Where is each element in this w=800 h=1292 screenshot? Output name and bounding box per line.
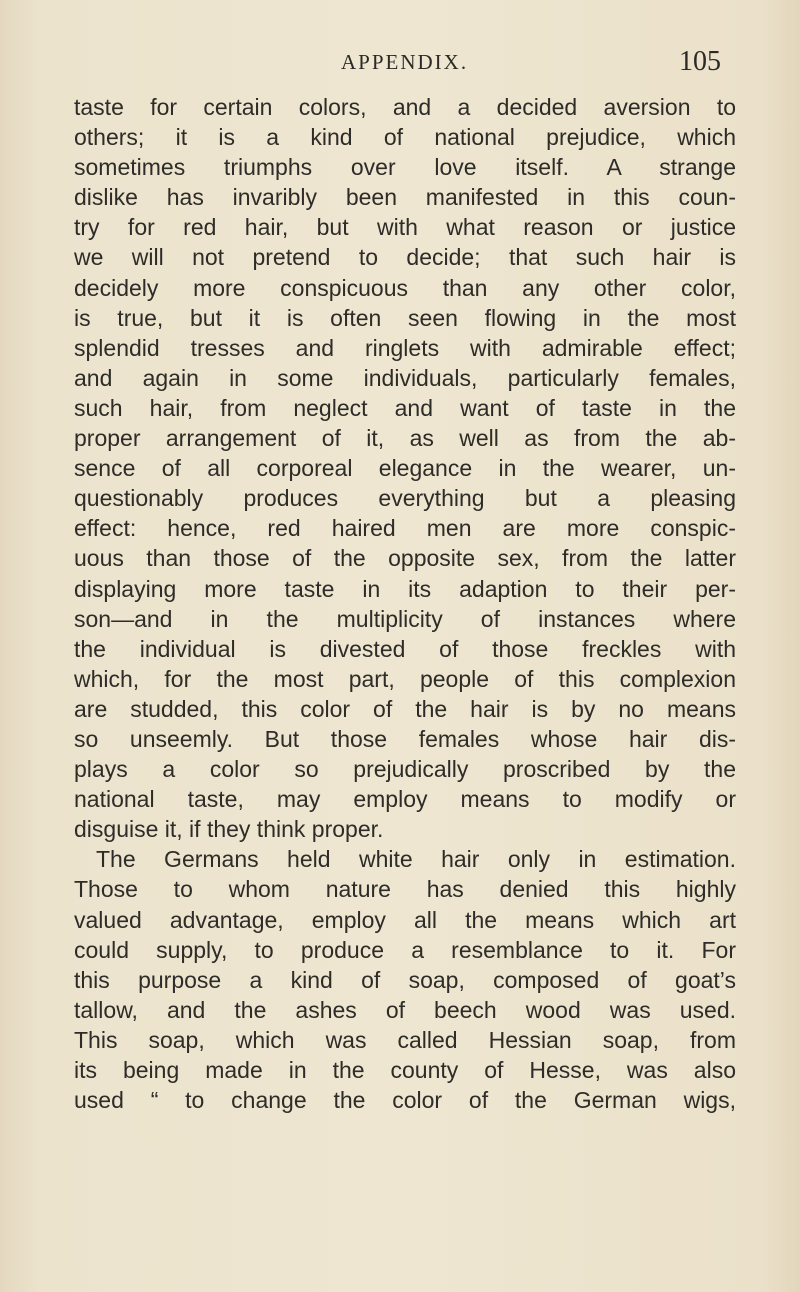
text-line: this purpose a kind of soap, composed of goat’s	[74, 966, 736, 993]
text-line: splendid tresses and ringlets with admirable effect;	[74, 334, 736, 361]
text-line: others; it is a kind of national prejudice, which	[74, 124, 736, 151]
text-line: its being made in the county of Hesse, was also	[74, 1057, 736, 1083]
text-line: questionably produces everything but a pleasing	[74, 485, 736, 512]
text-line: national taste, may employ means to modify or	[74, 786, 736, 813]
text-line: taste for certain colors, and a decided aversion to	[74, 94, 736, 120]
text-line: displaying more taste in its adaption to their per-	[74, 575, 736, 602]
text-line: so unseemly. But those females whose hair dis-	[74, 725, 736, 752]
text-line: sometimes triumphs over love itself. A strange	[74, 154, 736, 181]
running-head: APPENDIX.	[341, 50, 469, 74]
text-line: plays a color so prejudically proscribed by the	[74, 756, 736, 783]
text-line: effect: hence, red haired men are more conspic-	[74, 515, 736, 542]
text-line: decidely more conspicuous than any other color,	[74, 274, 736, 301]
text-line: could supply, to produce a resemblance to it. For	[74, 936, 736, 963]
page-header	[0, 46, 800, 82]
text-line: the individual is divested of those freckles with	[74, 635, 736, 662]
text-line: Those to whom nature has denied this highly	[74, 876, 736, 903]
text-line: are studded, this color of the hair is by no means	[74, 695, 736, 722]
text-line: which, for the most part, people of this complexion	[74, 665, 736, 692]
text-line: uous than those of the opposite sex, from the latter	[74, 545, 736, 572]
page-number: 105	[679, 46, 721, 77]
text-line: try for red hair, but with what reason or justice	[74, 214, 736, 241]
text-line: son—and in the multiplicity of instances where	[74, 605, 736, 632]
text-line: The Germans held white hair only in estimation.	[96, 846, 736, 873]
text-line: disguise it, if they think proper.	[74, 816, 384, 843]
text-line: and again in some individuals, particularly females,	[74, 364, 736, 391]
text-line: This soap, which was called Hessian soap, from	[74, 1026, 736, 1053]
text-line: is true, but it is often seen flowing in the most	[74, 304, 736, 331]
text-line: we will not pretend to decide; that such hair is	[74, 244, 736, 271]
text-line: proper arrangement of it, as well as from the ab-	[74, 425, 736, 452]
text-line: tallow, and the ashes of beech wood was used.	[74, 996, 736, 1023]
body-text	[74, 92, 736, 1115]
text-line: valued advantage, employ all the means which art	[74, 906, 736, 933]
text-line: used “ to change the color of the German wigs,	[74, 1087, 736, 1114]
text-line: sence of all corporeal elegance in the wearer, un-	[74, 455, 736, 482]
text-line: such hair, from neglect and want of taste in the	[74, 394, 736, 421]
text-line: dislike has invaribly been manifested in this coun-	[74, 184, 736, 211]
